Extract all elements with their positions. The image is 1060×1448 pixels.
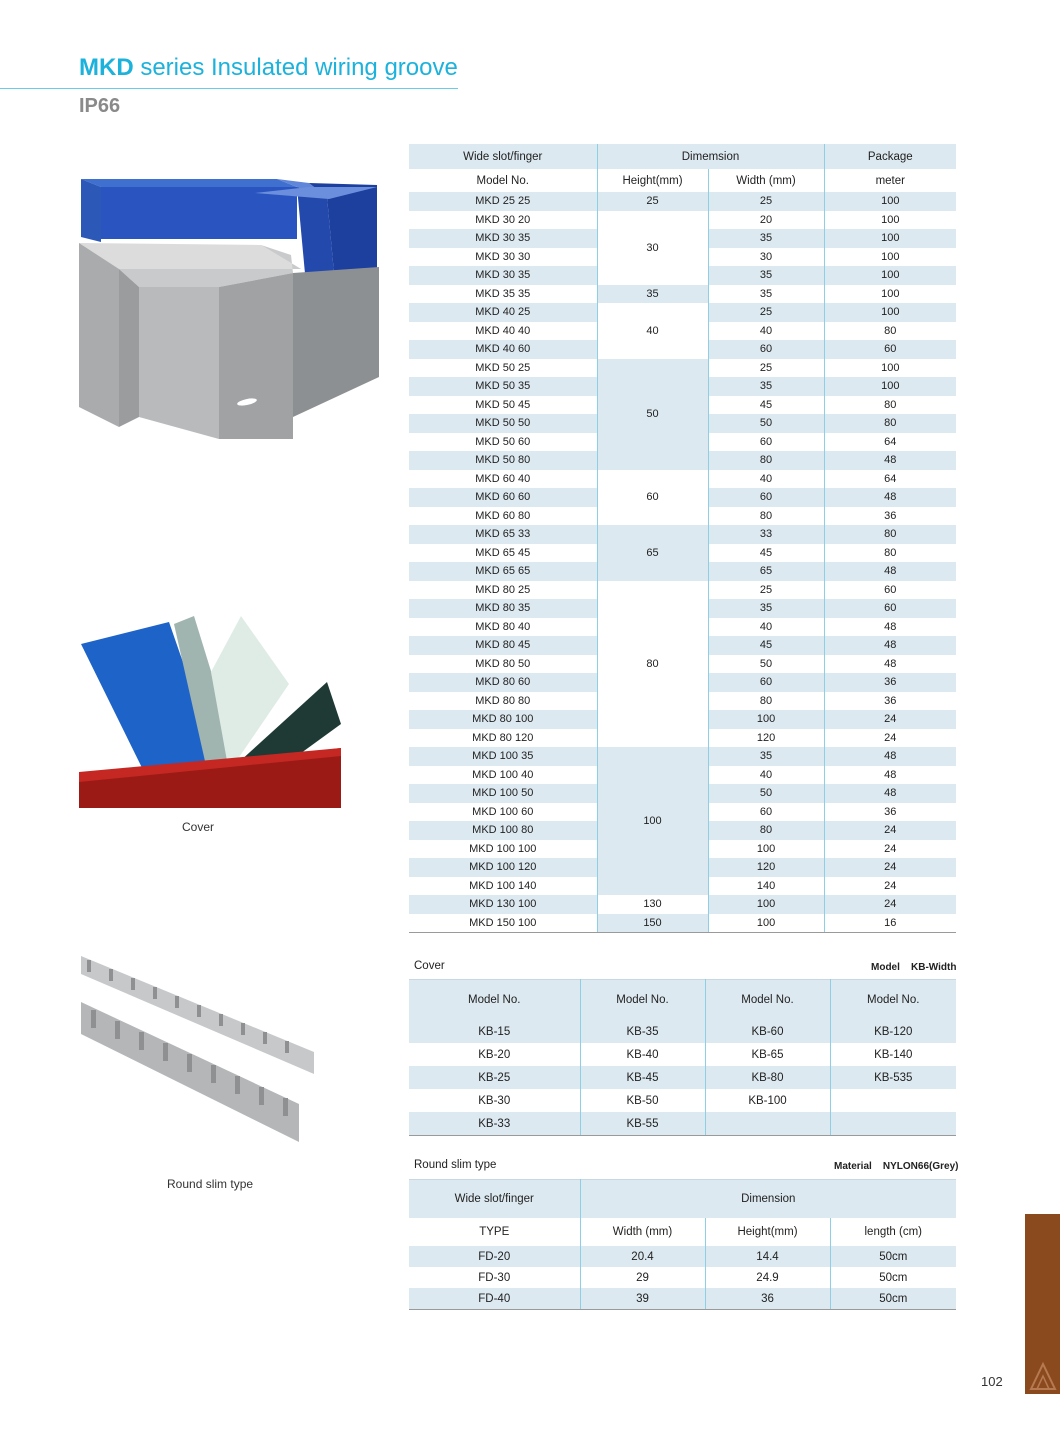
height-cell: 80 [597, 581, 708, 748]
cover-row [409, 1112, 956, 1136]
package-cell: 60 [824, 599, 956, 618]
cover-row [409, 1066, 956, 1089]
package-cell: 48 [824, 636, 956, 655]
cover-model-cell: KB-20 [409, 1043, 580, 1066]
cover-model-note: Model KB-Width [871, 962, 957, 973]
round-row [409, 1246, 956, 1267]
cover-model-cell: KB-25 [409, 1066, 580, 1089]
round-header-type: TYPE [409, 1218, 580, 1246]
header-height: Height(mm) [597, 169, 708, 192]
round-material-note: Material NYLON66(Grey) [834, 1161, 959, 1172]
package-cell: 48 [824, 451, 956, 470]
width-cell: 65 [708, 562, 824, 581]
width-cell: 120 [708, 729, 824, 748]
package-cell: 80 [824, 322, 956, 341]
round-cell: 29 [580, 1267, 705, 1288]
width-cell: 140 [708, 877, 824, 896]
side-tab-emblem-icon [1025, 1214, 1060, 1394]
width-cell: 100 [708, 710, 824, 729]
round-cell: 20.4 [580, 1246, 705, 1267]
cover-model-cell: KB-40 [580, 1043, 705, 1066]
model-cell: MKD 25 25 [409, 192, 597, 211]
round-header-wide-slot: Wide slot/finger [409, 1180, 580, 1219]
model-cell: MKD 100 120 [409, 858, 597, 877]
model-cell: MKD 35 35 [409, 285, 597, 304]
package-cell: 64 [824, 433, 956, 452]
round-cell: 14.4 [705, 1246, 830, 1267]
width-cell: 35 [708, 377, 824, 396]
table-row [409, 895, 956, 914]
model-cell: MKD 80 35 [409, 599, 597, 618]
cover-model-table [409, 979, 956, 1136]
package-cell: 80 [824, 544, 956, 563]
width-cell: 25 [708, 359, 824, 378]
height-cell: 60 [597, 470, 708, 526]
model-cell: MKD 100 100 [409, 840, 597, 859]
model-cell: MKD 80 100 [409, 710, 597, 729]
model-cell: MKD 50 60 [409, 433, 597, 452]
package-cell: 60 [824, 340, 956, 359]
model-cell: MKD 60 60 [409, 488, 597, 507]
round-header-width: Width (mm) [580, 1218, 705, 1246]
package-cell: 48 [824, 618, 956, 637]
model-cell: MKD 50 80 [409, 451, 597, 470]
model-cell: MKD 80 120 [409, 729, 597, 748]
package-cell: 48 [824, 655, 956, 674]
width-cell: 25 [708, 581, 824, 600]
height-cell: 150 [597, 914, 708, 933]
model-cell: MKD 150 100 [409, 914, 597, 933]
model-cell: MKD 100 80 [409, 821, 597, 840]
package-cell: 100 [824, 229, 956, 248]
width-cell: 40 [708, 766, 824, 785]
table-row [409, 285, 956, 304]
package-cell: 64 [824, 470, 956, 489]
width-cell: 20 [708, 211, 824, 230]
package-cell: 24 [824, 877, 956, 896]
round-cell: FD-40 [409, 1288, 580, 1310]
round-cell: 50cm [830, 1288, 956, 1310]
package-cell: 60 [824, 581, 956, 600]
model-cell: MKD 65 45 [409, 544, 597, 563]
cover-header-cell: Model No. [580, 980, 705, 1021]
cover-model-cell: KB-80 [705, 1066, 830, 1089]
package-cell: 100 [824, 266, 956, 285]
table-row [409, 747, 956, 766]
title-divider [0, 88, 458, 89]
model-cell: MKD 30 35 [409, 266, 597, 285]
round-header-length: length (cm) [864, 1226, 923, 1238]
package-cell: 36 [824, 673, 956, 692]
width-cell: 50 [708, 784, 824, 803]
cover-model-cell: KB-120 [830, 1020, 956, 1043]
cover-section-heading: Cover [414, 960, 445, 972]
package-cell: 16 [824, 914, 956, 933]
width-cell: 40 [708, 618, 824, 637]
width-cell: 35 [708, 229, 824, 248]
width-cell: 80 [708, 692, 824, 711]
round-slim-caption: Round slim type [167, 1177, 254, 1191]
table-row [409, 192, 956, 211]
header-meter: meter [875, 174, 905, 187]
title-brand: MKD [79, 54, 134, 81]
width-cell: 80 [708, 507, 824, 526]
width-cell: 35 [708, 266, 824, 285]
package-cell: 36 [824, 803, 956, 822]
width-cell: 60 [708, 340, 824, 359]
width-cell: 60 [708, 433, 824, 452]
cover-header-row [409, 980, 956, 1021]
cover-model-cell: KB-45 [580, 1066, 705, 1089]
round-slim-photo [79, 954, 314, 1144]
header-width: Width (mm) [708, 169, 824, 192]
width-cell: 60 [708, 673, 824, 692]
header-package: Package [824, 144, 956, 169]
package-cell: 24 [824, 710, 956, 729]
height-cell: 100 [597, 747, 708, 895]
cover-row [409, 1020, 956, 1043]
model-cell: MKD 100 50 [409, 784, 597, 803]
table-subheader-row [409, 169, 956, 192]
header-model-no: Model No. [409, 169, 597, 192]
table-row [409, 359, 956, 378]
height-cell: 40 [597, 303, 708, 359]
cover-model-cell: KB-15 [409, 1020, 580, 1043]
page-number: 102 [981, 1374, 1003, 1389]
cover-header-cell: Model No. [830, 980, 956, 1021]
package-cell: 48 [824, 784, 956, 803]
height-cell: 30 [597, 211, 708, 285]
package-cell: 80 [824, 525, 956, 544]
width-cell: 60 [708, 488, 824, 507]
package-cell: 100 [824, 285, 956, 304]
model-cell: MKD 60 80 [409, 507, 597, 526]
round-header-height: Height(mm) [705, 1218, 830, 1246]
width-cell: 50 [708, 414, 824, 433]
model-cell: MKD 60 40 [409, 470, 597, 489]
model-cell: MKD 80 25 [409, 581, 597, 600]
width-cell: 35 [708, 747, 824, 766]
round-cell: 39 [580, 1288, 705, 1310]
model-cell: MKD 80 80 [409, 692, 597, 711]
width-cell: 50 [708, 655, 824, 674]
header-wide-slot: Wide slot/finger [409, 144, 597, 169]
package-cell: 48 [824, 562, 956, 581]
width-cell: 25 [708, 192, 824, 211]
width-cell: 45 [708, 544, 824, 563]
width-cell: 45 [708, 636, 824, 655]
package-cell: 48 [824, 488, 956, 507]
model-cell: MKD 80 40 [409, 618, 597, 637]
height-cell: 65 [597, 525, 708, 581]
model-cell: MKD 40 60 [409, 340, 597, 359]
cover-model-cell: KB-30 [409, 1089, 580, 1112]
cover-model-cell [830, 1112, 956, 1136]
cover-caption: Cover [182, 820, 215, 834]
header-dimension: Dimemsion [597, 144, 824, 169]
package-cell: 24 [824, 729, 956, 748]
package-cell: 100 [824, 192, 956, 211]
round-subheader-row [409, 1218, 956, 1246]
package-cell: 24 [824, 895, 956, 914]
table-row [409, 914, 956, 933]
width-cell: 60 [708, 803, 824, 822]
model-cell: MKD 50 35 [409, 377, 597, 396]
width-cell: 45 [708, 396, 824, 415]
cover-model-cell: KB-140 [874, 1048, 913, 1061]
title-rest: series Insulated wiring groove [133, 54, 458, 81]
model-cell: MKD 80 60 [409, 673, 597, 692]
model-cell: MKD 50 50 [409, 414, 597, 433]
round-row [409, 1288, 956, 1310]
cover-model-cell: KB-65 [705, 1043, 830, 1066]
cover-model-cell: KB-35 [580, 1020, 705, 1043]
cover-strips-photo [79, 612, 341, 808]
cover-model-cell: KB-535 [830, 1066, 956, 1089]
mkd-spec-table [409, 144, 956, 933]
wiring-duct-photo [79, 177, 379, 439]
width-cell: 100 [708, 840, 824, 859]
width-cell: 120 [708, 858, 824, 877]
width-cell: 35 [708, 285, 824, 304]
package-cell: 80 [824, 396, 956, 415]
model-cell: MKD 50 25 [409, 359, 597, 378]
model-cell: MKD 80 45 [409, 636, 597, 655]
table-row [409, 525, 956, 544]
round-header-dimension: Dimension [580, 1180, 956, 1219]
round-slim-table [409, 1179, 956, 1310]
cover-row [409, 1089, 956, 1112]
width-cell: 30 [708, 248, 824, 267]
model-cell: MKD 100 35 [409, 747, 597, 766]
model-cell: MKD 100 140 [409, 877, 597, 896]
table-row [409, 581, 956, 600]
table-row [409, 211, 956, 230]
width-cell: 100 [708, 895, 824, 914]
package-cell: 36 [824, 507, 956, 526]
model-cell: MKD 30 20 [409, 211, 597, 230]
width-cell: 40 [708, 470, 824, 489]
round-section-heading: Round slim type [414, 1159, 497, 1171]
width-cell: 100 [708, 914, 824, 933]
model-cell: MKD 65 33 [409, 525, 597, 544]
cover-model-cell: KB-100 [705, 1089, 830, 1112]
round-cell: 50cm [830, 1246, 956, 1267]
height-cell: 50 [597, 359, 708, 470]
model-cell: MKD 80 50 [409, 655, 597, 674]
width-cell: 35 [708, 599, 824, 618]
table-header-row [409, 144, 956, 169]
package-cell: 100 [824, 211, 956, 230]
package-cell: 100 [824, 377, 956, 396]
page-title [79, 54, 458, 82]
table-row [409, 303, 956, 322]
width-cell: 33 [708, 525, 824, 544]
width-cell: 80 [708, 451, 824, 470]
cover-model-cell: KB-60 [705, 1020, 830, 1043]
package-cell: 100 [824, 248, 956, 267]
height-cell: 25 [597, 192, 708, 211]
package-cell: 48 [824, 766, 956, 785]
round-cell: 50cm [879, 1271, 908, 1284]
package-cell: 100 [824, 359, 956, 378]
cover-header-cell: Model No. [409, 980, 580, 1021]
package-cell: 80 [824, 414, 956, 433]
model-cell: MKD 30 30 [409, 248, 597, 267]
cover-model-cell: KB-55 [580, 1112, 705, 1136]
model-cell: MKD 100 60 [409, 803, 597, 822]
width-cell: 25 [708, 303, 824, 322]
round-row [409, 1267, 956, 1288]
model-cell: MKD 40 25 [409, 303, 597, 322]
cover-model-cell: KB-50 [580, 1089, 705, 1112]
round-cell: 24.9 [705, 1267, 830, 1288]
height-cell: 130 [597, 895, 708, 914]
cover-row [409, 1043, 956, 1066]
round-header-row [409, 1180, 956, 1219]
width-cell: 40 [708, 322, 824, 341]
chapter-side-tab [1025, 1214, 1060, 1394]
model-cell: MKD 65 65 [409, 562, 597, 581]
cover-header-cell: Model No. [705, 980, 830, 1021]
cover-model-cell [830, 1089, 956, 1112]
package-cell: 24 [824, 858, 956, 877]
round-cell: FD-30 [409, 1267, 580, 1288]
width-cell: 80 [708, 821, 824, 840]
model-cell: MKD 40 40 [409, 322, 597, 341]
round-cell: FD-20 [409, 1246, 580, 1267]
model-cell: MKD 50 45 [409, 396, 597, 415]
cover-model-cell [705, 1112, 830, 1136]
table-row [409, 470, 956, 489]
model-cell: MKD 130 100 [409, 895, 597, 914]
round-cell: 36 [705, 1288, 830, 1310]
cover-model-cell: KB-33 [409, 1112, 580, 1136]
package-cell: 24 [824, 840, 956, 859]
height-cell: 35 [597, 285, 708, 304]
model-cell: MKD 100 40 [409, 766, 597, 785]
package-cell: 100 [824, 303, 956, 322]
model-cell: MKD 30 35 [409, 229, 597, 248]
package-cell: 24 [824, 821, 956, 840]
package-cell: 36 [824, 692, 956, 711]
package-cell: 48 [824, 747, 956, 766]
page-subtitle: IP66 [79, 95, 121, 117]
